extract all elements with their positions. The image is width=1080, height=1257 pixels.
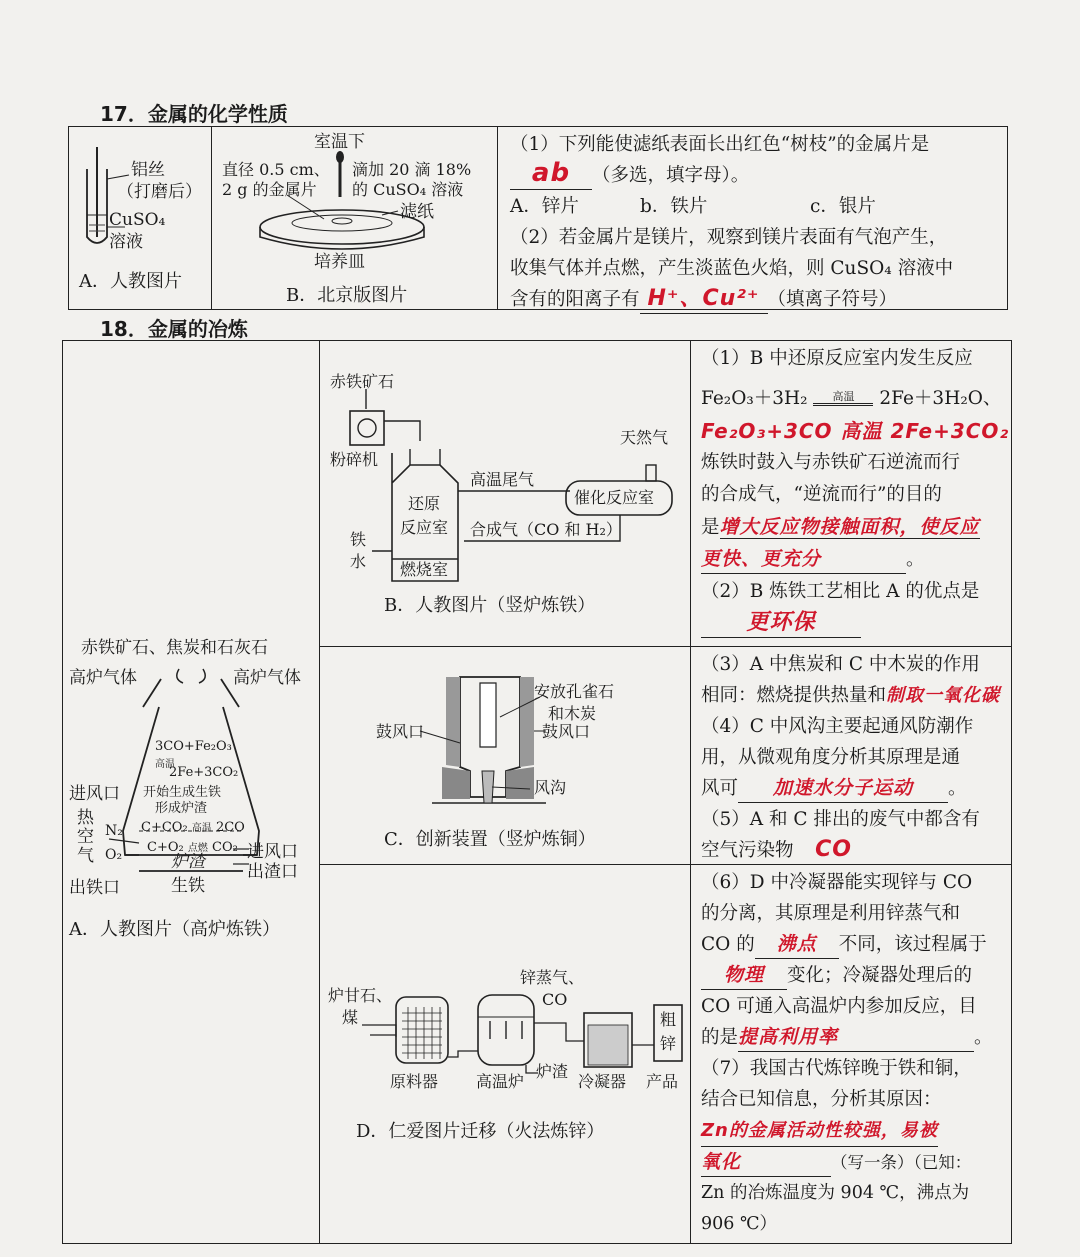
caption-17b: B．北京版图片	[286, 285, 408, 306]
q18-q3-line2: 相同：燃烧提供热量和制取一氧化碳	[701, 685, 1001, 706]
q18-questions-6-7	[691, 865, 1012, 1244]
q18-q6-line1: （6）D 中冷凝器能实现锌与 CO	[701, 872, 973, 893]
q18-q7-answer-2: 氧化	[701, 1151, 742, 1173]
label-crude-2: 锌	[660, 1034, 677, 1053]
caption-18b: B．人教图片（竖炉炼铁）	[384, 595, 596, 616]
label-aluminum-wire: 铝丝	[131, 160, 165, 180]
q18-q7-line2: 结合已知信息，分析其原因：	[701, 1089, 942, 1110]
label-metal-sheet: 2 g 的金属片	[222, 180, 317, 199]
q17-table	[68, 126, 1008, 310]
q18-q7-line6: 906 ℃）	[701, 1214, 778, 1234]
label-combustion: 燃烧室	[400, 560, 449, 579]
q18-questions-1-2	[691, 341, 1012, 647]
label-cuso4-solution: 的 CuSO₄ 溶液	[352, 180, 464, 199]
label-hot-furnace: 高温炉	[476, 1072, 525, 1091]
q18-q4-line3: 风可 加速水分子运动 。	[701, 773, 1011, 804]
q18-q7-line5: Zn 的冶炼温度为 904 ℃，沸点为	[701, 1183, 970, 1203]
q18-q1-answer-2: 更快、更充分	[701, 548, 822, 570]
option-a: A．锌片	[510, 196, 579, 217]
q18-q4-line2: 用，从微观角度分析其原理是通	[701, 747, 961, 768]
q17-q2-line3: 含有的阳离子有 H⁺、Cu²⁺ （填离子符号）	[510, 284, 1005, 315]
q18-q1-answer-1: 增大反应物接触面积，使反应	[719, 516, 980, 538]
label-feed: 赤铁矿石、焦炭和石灰石	[81, 638, 268, 658]
label-slag-d: 炉渣	[536, 1062, 569, 1081]
label-reduction-1: 还原	[408, 494, 441, 513]
q17-q1-line1: （1）下列能使滤纸表面长出红色“树枝”的金属片是	[510, 134, 930, 155]
label-reduction-2: 反应室	[400, 518, 449, 537]
caption-18a: A．人教图片（高炉炼铁）	[69, 919, 280, 940]
label-polished: （打磨后）	[117, 182, 202, 202]
q18-q6-line2: 的分离，其原理是利用锌蒸气和	[701, 903, 961, 924]
q18-q1-line4: 的合成气，“逆流而行”的目的	[701, 484, 942, 505]
label-crusher: 粉碎机	[330, 450, 379, 469]
label-petri-dish: 培养皿	[314, 252, 365, 272]
label-zinc-vapor: 锌蒸气、	[520, 968, 585, 987]
option-c: c．银片	[810, 196, 876, 217]
q18-q2-answer: 更环保	[746, 610, 816, 635]
q18-q1-equation: Fe₂O₃＋3H₂ 高温 2Fe＋3H₂O、	[701, 388, 1002, 409]
label-charcoal: 和木炭	[548, 704, 597, 723]
q18-q1-line1: （1）B 中还原反应室内发生反应	[701, 348, 973, 369]
label-air-inlet-left: 进风口	[69, 784, 120, 804]
label-catalyst-chamber: 催化反应室	[574, 488, 655, 507]
q18-q6-answer-2: 物理	[723, 964, 764, 986]
label-gas-right: 高炉气体	[233, 668, 301, 688]
q18-q6-line6: 的是提高利用率 。	[701, 1022, 1011, 1053]
label-solution: 溶液	[109, 232, 143, 252]
label-iron-outlet: 出铁口	[69, 878, 120, 898]
eq2: C+CO₂ 高温 2CO	[141, 820, 245, 835]
q18-q6-answer-1: 沸点	[776, 933, 817, 955]
label-malachite: 安放孔雀石	[534, 682, 615, 701]
label-exhaust: 高温尾气	[470, 470, 535, 489]
zinc-smelting-figure	[320, 865, 690, 1245]
caption-17a: A．人教图片	[79, 271, 182, 292]
q18-panel-d	[320, 865, 691, 1244]
note-pig-iron: 开始生成生铁	[143, 785, 222, 800]
label-air-inlet-right: 进风口	[247, 842, 298, 862]
q18-q1-answer-equation: Fe₂O₃+3CO 高温 2Fe+3CO₂	[701, 419, 1010, 443]
label-hematite: 赤铁矿石	[330, 372, 395, 391]
q18-q6-line3: CO 的 沸点 不同，该过程属于	[701, 929, 1011, 960]
q18-q7-line4: 氧化 （写一条）（已知：	[701, 1147, 1011, 1178]
q18-q3-line1: （3）A 中焦炭和 C 中木炭的作用	[701, 654, 980, 675]
label-slag-outlet: 出渣口	[247, 862, 298, 882]
q17-q2-line2: 收集气体并点燃，产生淡蓝色火焰，则 CuSO₄ 溶液中	[510, 258, 954, 279]
label-cuso4: CuSO₄	[109, 210, 166, 230]
q17-q1-suffix: （多选，填字母）。	[592, 165, 750, 186]
q18-panel-a	[63, 341, 320, 1244]
q17-q1-line2	[510, 160, 1005, 191]
label-raw-feeder: 原料器	[390, 1072, 439, 1091]
q17-panel-a	[69, 127, 212, 310]
eq3: C+O₂ 点燃 CO₂	[147, 840, 238, 855]
caption-18d: D．仁爱图片迁移（火法炼锌）	[356, 1121, 605, 1142]
q18-questions-3-5	[691, 647, 1012, 865]
label-co: CO	[542, 990, 568, 1009]
label-blower-left: 鼓风口	[376, 722, 425, 741]
label-pig-iron: 生铁	[171, 876, 205, 896]
q18-q3-answer: 制取一氧化碳	[886, 685, 1001, 706]
eq1-bottom: 2Fe+3CO₂	[169, 765, 239, 780]
q18-q5-line2: 空气污染物 CO	[701, 835, 1011, 866]
label-iron-water-2: 水	[350, 552, 367, 571]
label-product: 产品	[646, 1072, 679, 1091]
q18-q7-answer-1: Zn的金属活动性较强，易被	[701, 1115, 938, 1147]
q18-q2-line1: （2）B 炼铁工艺相比 A 的优点是	[701, 581, 980, 602]
q18-q6-answer-3: 提高利用率	[738, 1026, 839, 1048]
q18-q5-line1: （5）A 和 C 排出的废气中都含有	[701, 809, 980, 830]
q18-q7-line1: （7）我国古代炼锌晚于铁和铜，	[701, 1058, 972, 1079]
q17-q1-options	[510, 191, 1005, 222]
eq1-top: 3CO+Fe₂O₃	[155, 739, 232, 754]
q18-heading: 18．金属的冶炼	[100, 317, 248, 341]
note-slag: 形成炉渣	[155, 801, 208, 816]
option-b: b．铁片	[640, 196, 708, 217]
q17-q2-line1: （2）若金属片是镁片，观察到镁片表面有气泡产生，	[510, 227, 948, 248]
label-room-temp: 室温下	[314, 132, 365, 152]
q17-questions	[498, 127, 1008, 310]
label-hot-air: 热空气	[77, 808, 94, 866]
q18-q1-line3: 炼铁时鼓入与赤铁矿石逆流而行	[701, 452, 961, 473]
q18-q4-answer: 加速水分子运动	[773, 777, 914, 799]
label-gas-left: 高炉气体	[69, 668, 137, 688]
q18-q1-line5: 是增大反应物接触面积，使反应	[701, 516, 980, 538]
label-iron-water-1: 铁	[350, 530, 367, 549]
q18-panel-c	[320, 647, 691, 865]
q18-q4-line1: （4）C 中风沟主要起通风防潮作	[701, 716, 974, 737]
q18-table	[62, 340, 1012, 1244]
label-filter-paper: 滤纸	[400, 202, 434, 222]
label-syngas: 合成气（CO 和 H₂）	[470, 520, 622, 539]
label-natural-gas: 天然气	[620, 428, 669, 447]
label-n2: N₂	[105, 823, 123, 839]
label-o2: O₂	[105, 847, 123, 863]
label-coal: 煤	[342, 1008, 359, 1027]
label-slag-zone: 炉渣	[171, 852, 205, 872]
caption-18c: C．创新装置（竖炉炼铜）	[384, 829, 596, 850]
q18-panel-b	[320, 341, 691, 647]
label-blower-right: 鼓风口	[542, 722, 591, 741]
q17-panel-b	[212, 127, 498, 310]
label-condenser: 冷凝器	[578, 1072, 627, 1091]
q18-q6-line5: CO 可通入高温炉内参加反应，目	[701, 996, 977, 1017]
q17-q2-answer: H⁺、Cu²⁺	[647, 286, 760, 311]
q17-heading: 17．金属的化学性质	[100, 102, 288, 126]
q17-q1-answer: ab	[531, 158, 571, 188]
label-drop: 滴加 20 滴 18%	[352, 160, 472, 179]
q18-q6-line4: 物理 变化；冷凝器处理后的	[701, 960, 1011, 991]
q18-q1-line6: 更快、更充分 。	[701, 544, 1011, 576]
label-diameter: 直径 0.5 cm、	[222, 160, 330, 179]
label-crude-1: 粗	[660, 1010, 677, 1029]
q18-q5-answer: CO	[815, 837, 852, 862]
label-calamine: 炉甘石、	[328, 986, 393, 1005]
eq1-cond: 高温	[155, 759, 175, 770]
q18-q2-line2	[701, 608, 1011, 640]
label-air-duct: 风沟	[534, 778, 567, 797]
